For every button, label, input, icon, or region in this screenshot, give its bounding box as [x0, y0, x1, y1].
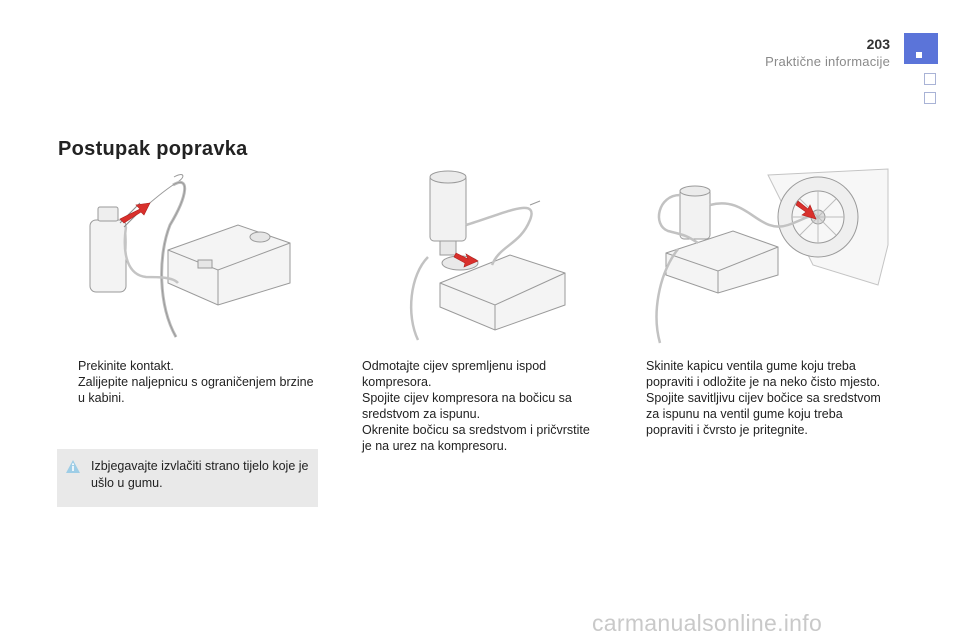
- chapter-tab-active[interactable]: [904, 33, 938, 64]
- page-number: 203: [866, 36, 890, 52]
- illustration-compressor-to-wheel: [638, 165, 890, 345]
- list-item: Prekinite kontakt.: [78, 359, 174, 373]
- list-item: Skinite kapicu ventila gume koju treba popraviti i odložite je na neko čisto mjesto.: [646, 359, 881, 389]
- list-item: Spojite savitljivu cijev bočice sa sredstvom za ispunu na ventil gume koju treba popraviti i čvrsto je pritegnite.: [646, 391, 881, 437]
- info-box: [57, 449, 318, 507]
- instructions-column-3: [626, 358, 888, 438]
- list-item: Okrenite bočicu sa sredstvom i pričvrstite je na urez na kompresoru.: [362, 423, 590, 453]
- arrow-red-1: [120, 203, 150, 223]
- page-heading: Postupak popravka: [58, 138, 248, 160]
- list-item: Spojite cijev kompresora na bočicu sa sredstvom za ispunu.: [362, 391, 572, 421]
- list-item: Zalijepite naljepnicu s ograničenjem brzine u kabini.: [78, 375, 314, 405]
- list-item: Odmotajte cijev spremljenu ispod kompresora.: [362, 359, 547, 389]
- instructions-column-1: [58, 358, 320, 406]
- instructions-column-2: [342, 358, 602, 454]
- chapter-tab-2[interactable]: [924, 73, 936, 85]
- watermark: carmanualsonline.info: [592, 610, 823, 636]
- illustration-bottle-compressor: [78, 165, 300, 345]
- info-text: Izbjegavajte izvlačiti strano tijelo koje je ušlo u gumu.: [91, 459, 309, 490]
- section-title: Praktične informacije: [765, 54, 890, 69]
- illustration-canister-on-compressor: [400, 165, 590, 345]
- info-icon: [65, 459, 81, 475]
- chapter-tab-3[interactable]: [924, 92, 936, 104]
